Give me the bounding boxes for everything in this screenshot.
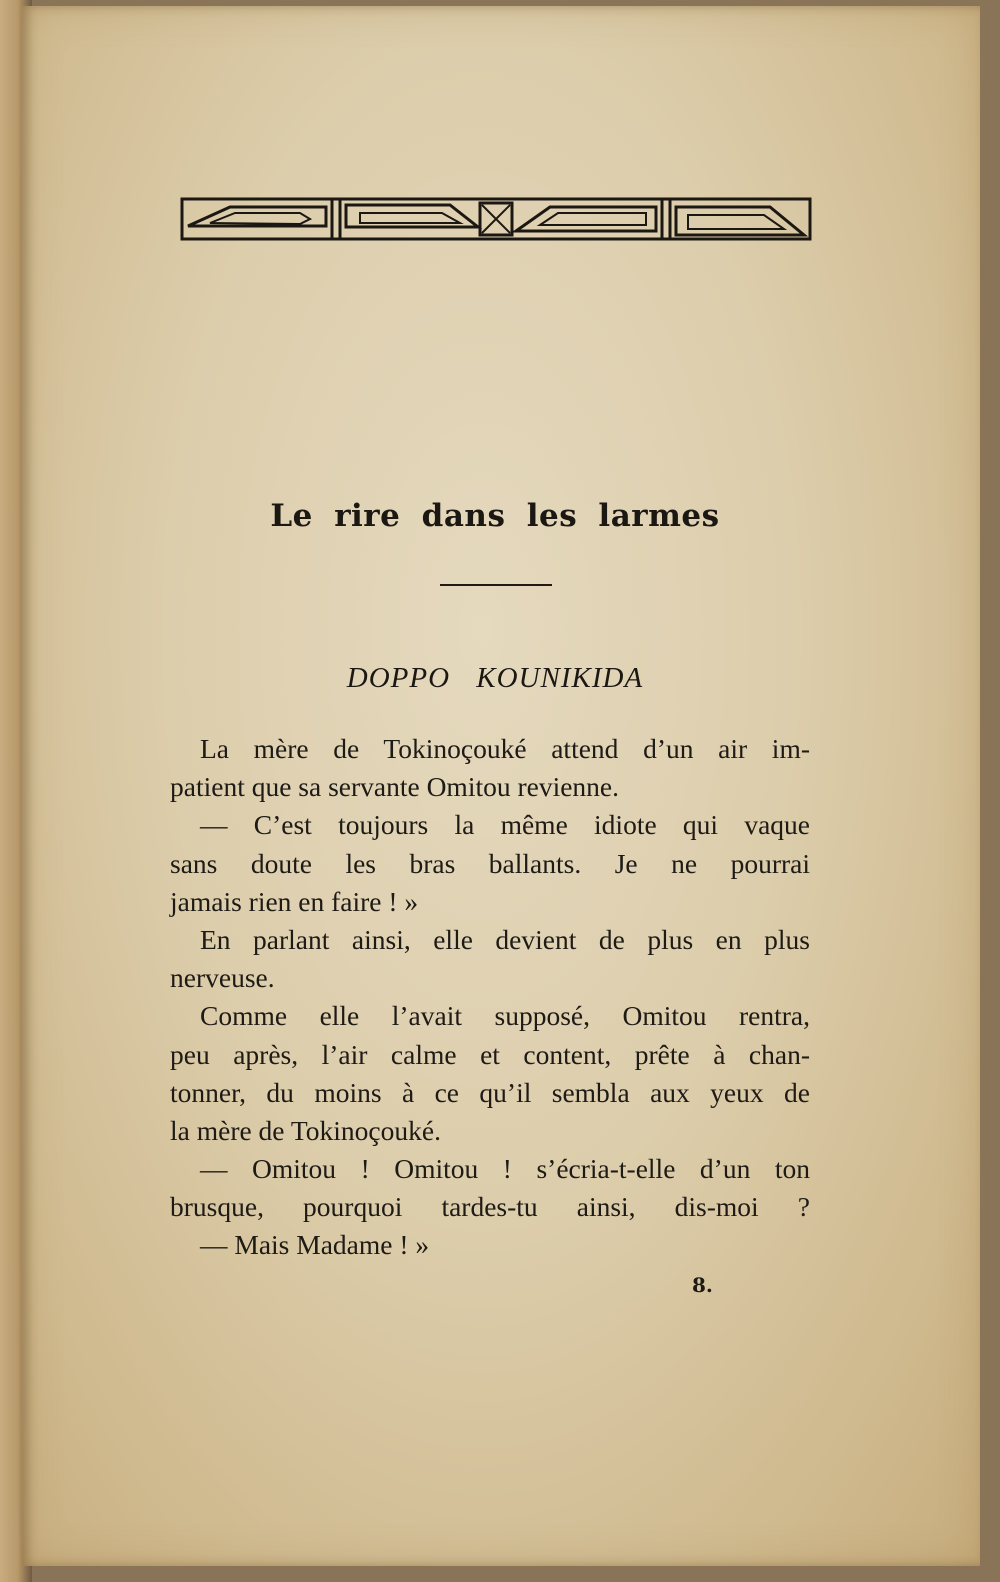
title-divider [440, 584, 552, 586]
author-name: DOPPO KOUNIKIDA [346, 662, 644, 694]
text-line: nerveuse. [170, 962, 275, 994]
text-line: — C’est toujours la même idiote qui vaque [200, 809, 810, 841]
text-line: sans doute les bras ballants. Je ne pourrai [170, 847, 810, 879]
text-line: peu après, l’air calme et content, prête à chan- [170, 1038, 810, 1070]
body-text [170, 730, 810, 1265]
chapter-title: Le rire dans les larmes [270, 498, 720, 534]
text-line: En parlant ainsi, elle devient de plus en plus [200, 923, 810, 955]
text-line: brusque, pourquoi tardes-tu ainsi, dis-moi ? [170, 1191, 810, 1223]
text-line: jamais rien en faire ! » [170, 885, 419, 917]
text-line: Comme elle l’avait supposé, Omitou rentra, [200, 1000, 810, 1032]
page-number: 8. [692, 1273, 713, 1297]
text-line: la mère de Tokinoçouké. [170, 1114, 441, 1146]
text-line: tonner, du moins à ce qu’il sembla aux yeux de [170, 1076, 810, 1108]
decorative-header-ornament [180, 193, 812, 245]
text-line: — Omitou ! Omitou ! s’écria-t-elle d’un ton [200, 1153, 810, 1185]
text-line: La mère de Tokinoçouké attend d’un air im- [200, 733, 810, 764]
text-line: — Mais Madame ! » [200, 1229, 430, 1261]
text-line: patient que sa servante Omitou revienne. [170, 771, 620, 803]
